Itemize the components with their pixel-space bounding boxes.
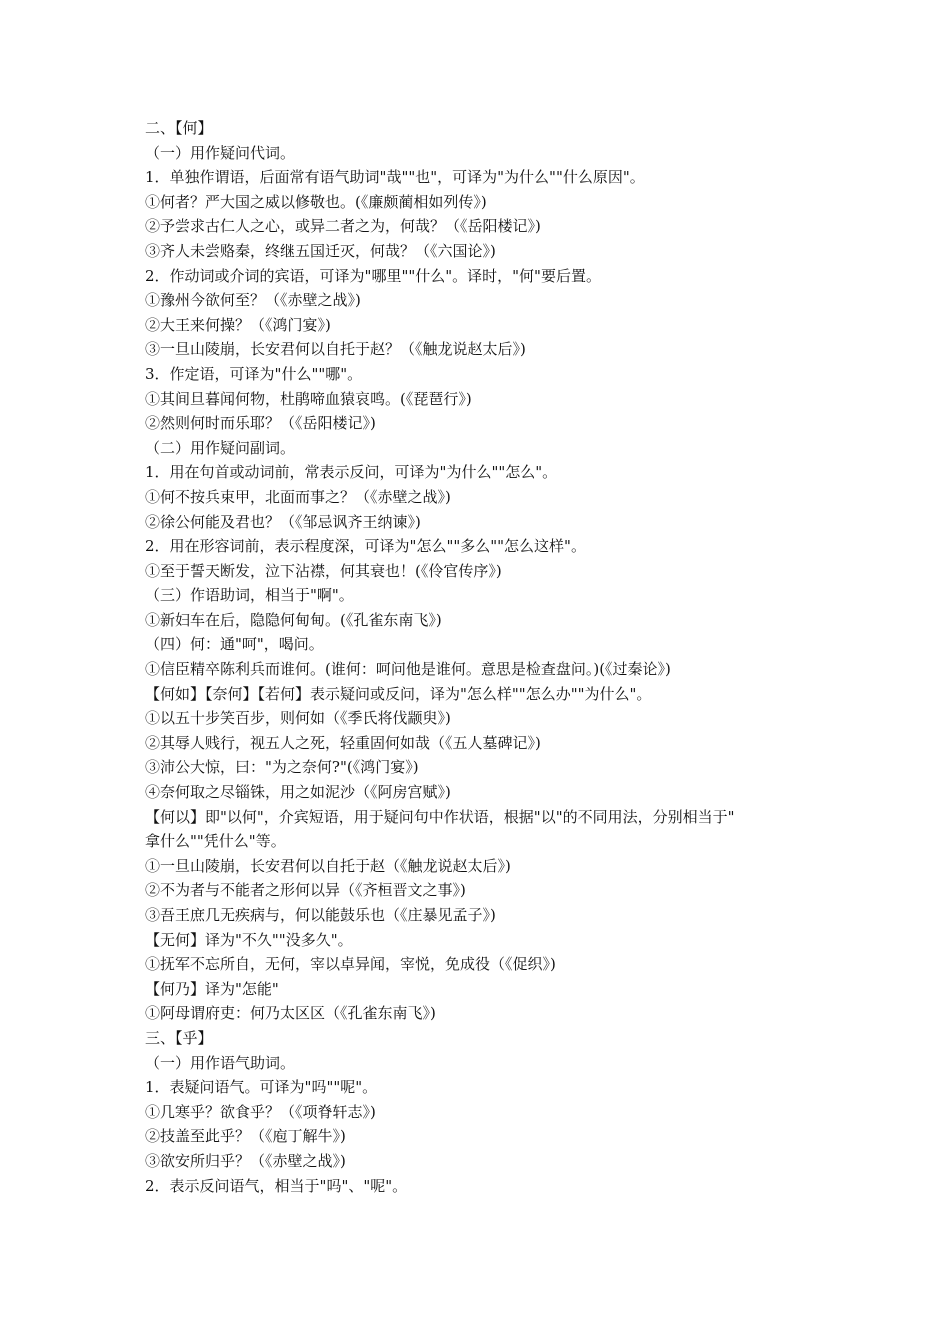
- text-line: ①何者？严大国之威以修敬也。(《廉颇蔺相如列传》): [145, 192, 487, 211]
- text-line: 1．用在句首或动词前，常表示反问，可译为"为什么""怎么"。: [145, 463, 558, 482]
- text-line: 2．用在形容词前，表示程度深，可译为"怎么""多么""怎么这样"。: [145, 537, 586, 556]
- text-line: ①几寒乎？欲食乎？（《项脊轩志》): [145, 1102, 376, 1121]
- text-line: 二、【何】: [145, 119, 213, 137]
- text-line: 3．作定语，可译为"什么""哪"。: [145, 364, 363, 383]
- text-line: 2．表示反问语气，相当于"吗"、"呢"。: [145, 1176, 408, 1195]
- text-line: 拿什么""凭什么"等。: [145, 832, 286, 851]
- text-line: ①一旦山陵崩，长安君何以自托于赵（《触龙说赵太后》): [145, 856, 511, 875]
- text-line: ③沛公大惊，曰："为之奈何?"(《鸿门宴》): [145, 758, 419, 777]
- text-line: ②徐公何能及君也？（《邹忌讽齐王纳谏》): [145, 512, 421, 531]
- text-line: ③一旦山陵崩，长安君何以自托于赵？（《触龙说赵太后》): [145, 340, 526, 359]
- text-line: ①阿母谓府吏：何乃太区区（《孔雀东南飞》): [145, 1004, 436, 1023]
- text-line: 【何以】即"以何"，介宾短语，用于疑问句中作状语，根据"以"的不同用法，分别相当于": [145, 807, 735, 826]
- text-line: 1．表疑问语气。可译为"吗""呢"。: [145, 1078, 378, 1097]
- text-line: （四）何：通"呵"，喝问。: [145, 635, 324, 654]
- text-line: （一）用作语气助词。: [145, 1053, 296, 1072]
- text-line: （一）用作疑问代词。: [145, 143, 296, 162]
- text-line: 2．作动词或介词的宾语，可译为"哪里""什么"。译时，"何"要后置。: [145, 266, 601, 285]
- text-line: ②不为者与不能者之形何以异（《齐桓晋文之事》): [145, 881, 466, 900]
- text-line: ②然则何时而乐耶？（《岳阳楼记》): [145, 414, 376, 433]
- text-line: ①抚军不忘所自，无何，宰以卓异闻，宰悦，免成役（《促织》): [145, 955, 556, 974]
- text-line: ②其辱人贱行，视五人之死，轻重固何如哉（《五人墓碑记》): [145, 733, 541, 752]
- text-line: ①新妇车在后，隐隐何甸甸。(《孔雀东南飞》): [145, 610, 442, 629]
- text-line: ①豫州今欲何至？（《赤壁之战》): [145, 291, 361, 310]
- text-line: 【何如】【奈何】【若何】表示疑问或反问，译为"怎么样""怎么办""为什么"。: [145, 684, 652, 703]
- text-line: ④奈何取之尽锱铢，用之如泥沙（《阿房宫赋》): [145, 783, 451, 802]
- text-line: （三）作语助词，相当于"啊"。: [145, 586, 354, 605]
- text-line: 【无何】译为"不久""没多久"。: [145, 930, 353, 949]
- text-line: ③欲安所归乎？（《赤壁之战》): [145, 1151, 346, 1170]
- document-body: [145, 116, 825, 1198]
- text-line: （二）用作疑问副词。: [145, 438, 296, 457]
- text-line: ①何不按兵束甲，北面而事之？（《赤壁之战》): [145, 487, 451, 506]
- text-line: ①以五十步笑百步，则何如（《季氏将伐颛臾》): [145, 709, 451, 728]
- text-line: 三、【乎】: [145, 1028, 213, 1047]
- text-line: ③齐人未尝赂秦，终继五国迁灭，何哉？（《六国论》): [145, 241, 496, 260]
- text-line: ①其间旦暮闻何物，杜鹃啼血猿哀鸣。(《琵琶行》): [145, 389, 472, 408]
- text-line: ②大王来何操？（《鸿门宴》): [145, 315, 331, 334]
- text-line: 1．单独作谓语，后面常有语气助词"哉""也"，可译为"为什么""什么原因"。: [145, 168, 645, 187]
- text-line: ②技盖至此乎？（《庖丁解牛》): [145, 1127, 346, 1146]
- text-line: ③吾王庶几无疾病与，何以能鼓乐也（《庄暴见孟子》): [145, 906, 496, 924]
- text-line: 【何乃】译为"怎能": [145, 979, 279, 998]
- text-line: ②予尝求古仁人之心，或异二者之为，何哉？（《岳阳楼记》): [145, 217, 541, 236]
- text-line: ①信臣精卒陈利兵而谁何。(谁何：呵问他是谁何。意思是检查盘问。)(《过秦论》): [145, 660, 671, 679]
- text-line: ①至于誓天断发，泣下沾襟，何其衰也！(《伶官传序》): [145, 561, 502, 580]
